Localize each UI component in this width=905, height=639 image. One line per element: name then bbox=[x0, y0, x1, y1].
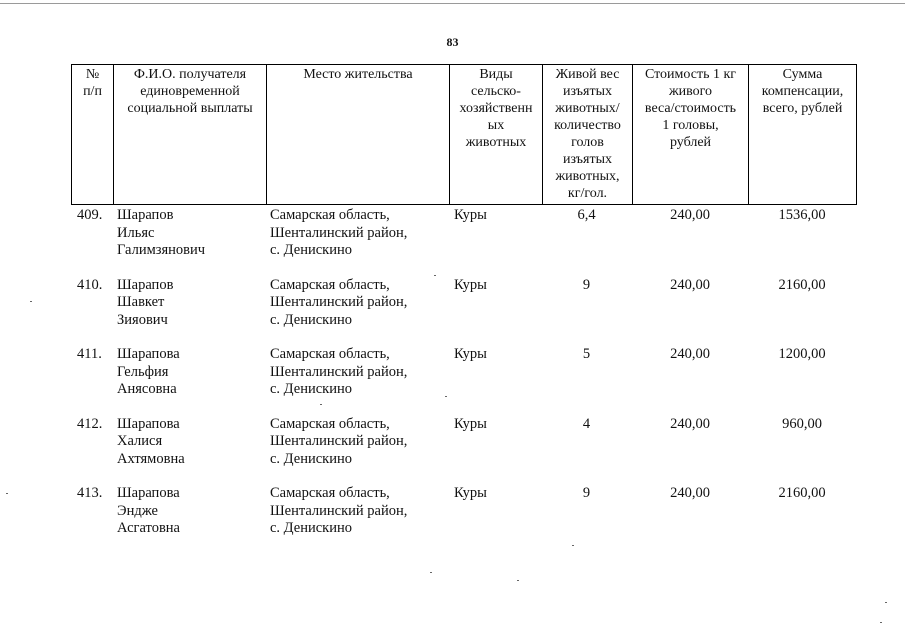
animal-type: Куры bbox=[454, 276, 487, 293]
recipient-name: Шарапов Ильяс Галимзянович bbox=[117, 207, 206, 258]
animal-type: Куры bbox=[454, 485, 487, 501]
top-border-line bbox=[0, 3, 905, 4]
header-cell-sum: Сумма компенсации, всего, рублей bbox=[749, 65, 857, 205]
unit-price: 240,00 bbox=[670, 346, 710, 362]
compensation-sum: 2160,00 bbox=[778, 276, 826, 293]
header-cell-name: Ф.И.О. получателя единовременной социальной выплаты bbox=[114, 65, 267, 205]
animal-weight: 6,4 bbox=[577, 207, 596, 223]
table-row bbox=[71, 344, 856, 414]
residence-address: Самарская область, Шенталинский район, с. Денискино bbox=[270, 207, 408, 258]
row-number: 412. bbox=[77, 415, 103, 432]
scan-speck bbox=[885, 602, 887, 603]
residence-address: Самарская область, Шенталинский район, с. Денискино bbox=[270, 485, 408, 536]
table-row bbox=[71, 483, 856, 553]
scan-speck bbox=[320, 404, 322, 405]
recipient-name: Шарапова Эндже Асгатовна bbox=[117, 485, 180, 536]
scan-speck bbox=[30, 301, 32, 302]
scan-speck bbox=[434, 275, 436, 276]
header-cell-address: Место жительства bbox=[267, 65, 450, 205]
header-cell-animal-type: Виды сельско- хозяйственн ых животных bbox=[450, 65, 543, 205]
animal-type: Куры bbox=[454, 207, 487, 223]
scan-speck bbox=[880, 622, 882, 623]
compensation-sum: 2160,00 bbox=[778, 485, 826, 501]
residence-address: Самарская область, Шенталинский район, с. Денискино bbox=[270, 276, 408, 328]
animal-weight: 4 bbox=[582, 415, 591, 432]
unit-price: 240,00 bbox=[670, 415, 710, 432]
residence-address: Самарская область, Шенталинский район, с. Денискино bbox=[270, 415, 408, 467]
unit-price: 240,00 bbox=[670, 485, 710, 501]
row-number: 413. bbox=[77, 485, 103, 501]
scan-speck bbox=[517, 580, 519, 581]
recipient-name: Шарапова Гельфия Анясовна bbox=[117, 346, 180, 397]
scan-speck bbox=[430, 572, 432, 573]
animal-type: Куры bbox=[454, 415, 487, 432]
row-number: 411. bbox=[77, 346, 102, 362]
table-header bbox=[71, 64, 857, 205]
animal-weight: 9 bbox=[582, 276, 591, 293]
header-cell-number: № п/п bbox=[72, 65, 114, 205]
compensation-sum: 960,00 bbox=[782, 415, 822, 432]
recipient-name: Шарапова Халися Ахтямовна bbox=[117, 415, 185, 467]
row-number: 409. bbox=[77, 207, 103, 223]
header-cell-weight: Живой вес изъятых животных/ количество голов изъятых животных, кг/гол. bbox=[543, 65, 633, 205]
row-number: 410. bbox=[77, 276, 103, 293]
page-number: 83 bbox=[446, 35, 459, 49]
compensation-sum: 1200,00 bbox=[778, 346, 826, 362]
table-row bbox=[71, 275, 856, 345]
scan-speck bbox=[572, 545, 574, 546]
animal-weight: 5 bbox=[582, 346, 591, 362]
scan-speck bbox=[445, 396, 447, 397]
animal-weight: 9 bbox=[582, 485, 591, 501]
unit-price: 240,00 bbox=[670, 207, 710, 223]
unit-price: 240,00 bbox=[670, 276, 710, 293]
header-cell-price: Стоимость 1 кг живого веса/стоимость 1 головы, рублей bbox=[633, 65, 749, 205]
compensation-sum: 1536,00 bbox=[778, 207, 826, 223]
table-body bbox=[71, 205, 856, 553]
residence-address: Самарская область, Шенталинский район, с. Денискино bbox=[270, 346, 408, 397]
scan-speck bbox=[6, 493, 8, 494]
animal-type: Куры bbox=[454, 346, 487, 362]
table-row bbox=[71, 414, 856, 484]
recipient-name: Шарапов Шавкет Зияович bbox=[117, 276, 174, 328]
table-row bbox=[71, 205, 856, 275]
